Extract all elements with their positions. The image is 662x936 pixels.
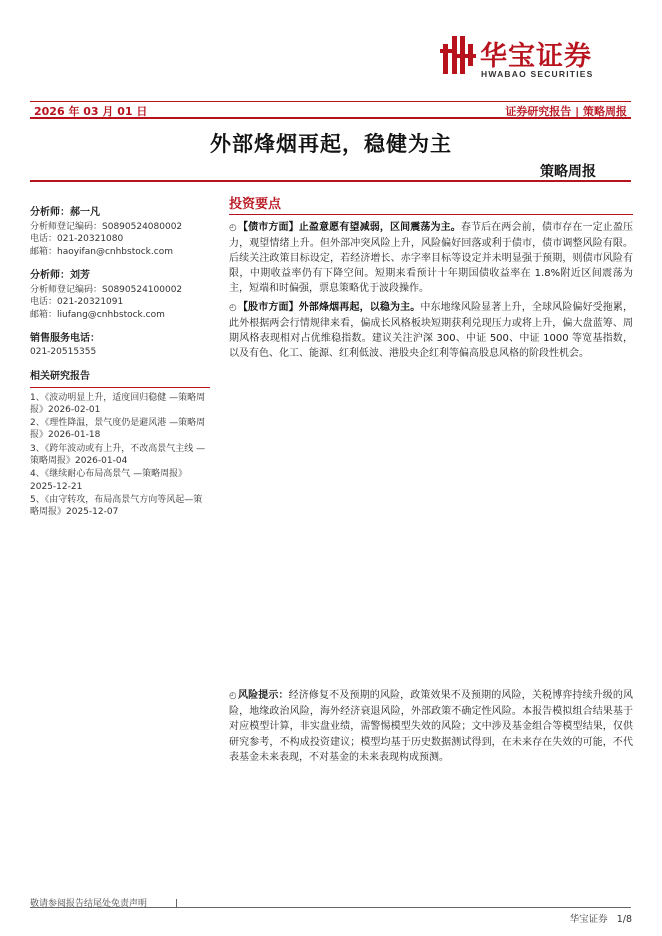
footer-divider: [30, 907, 631, 908]
equity-body: 中东地缘风险显著上升，全球风险偏好受拖累，此外根据两会行情规律来看，偏成长风格板块短期获利兑现压力或将上升，偏大盘蓝筹、周期风格表现相对占优维稳指数。建议关注沪深 300、中证 500、中证 1000 等宽基指数，以及有色、化工、能源、红利低波、港股央企红利等偏高股息风格的阶段性机会。: [229, 302, 634, 359]
sales-label: 销售服务电话：: [30, 333, 100, 344]
bond-body: 春节后在两会前，债市存在一定止盈压力，观望情绪上升。但外部冲突风险上升，风险偏好回落或利于债市，债市调整风险有限。后续关注政策目标设定，若经济增长、赤字率目标等设定并未明显强于预期，则债市风险有限，中期收益率仍有下降空间。短期来看预计十年期国债收益率在 1.8%附近区间震荡为主，短端和时偏强，票息策略优于波段操作。: [229, 222, 633, 294]
related-reports-title: 相关研究报告: [30, 371, 210, 388]
equity-lead: 【股市方面】外部烽烟再起，以稳为主。: [237, 302, 421, 313]
analyst-email[interactable]: 邮箱：haoyifan@cnhbstock.com: [30, 246, 173, 257]
date-bar: [30, 101, 631, 119]
sidebar: [30, 207, 210, 519]
analyst-phone: 电话：021-20321091: [30, 297, 124, 307]
related-report-item[interactable]: 3、《跨年波动或有上升，不改高景气主线 —策略周报》2026-01-04: [30, 443, 206, 466]
risk-body: 经济修复不及预期的风险，政策效果不及预期的风险，关税博弈持续升级的风险，地缘政治风险，海外经济衰退风险，外部政策不确定性风险。本报告模拟组合结果基于对应模型计算，非实盘业绩，需警惕模型失效的风险；文中涉及基金组合等模型结果，仅供研究参考，不构成投资建议；模型均基于历史数据测试得到，在未来存在失效的可能，不代表基金未来表现，不对基金的未来表现构成预测。: [229, 690, 634, 763]
key-points-title: 投资要点: [229, 193, 633, 215]
key-points-section: [229, 193, 633, 365]
equity-market-paragraph: [229, 300, 633, 361]
bond-market-paragraph: [229, 220, 633, 296]
hwabao-logo-icon: [440, 32, 476, 78]
analyst-email[interactable]: 邮箱：liufang@cnhbstock.com: [30, 309, 165, 320]
analyst-reg: 分析师登记编码：S0890524080002: [30, 221, 183, 232]
footer-separator: [176, 899, 177, 907]
related-report-item[interactable]: 1、《波动明显上升，适度回归稳健 —策略周报》2026-02-01: [30, 392, 206, 415]
sales-phone: 021-20515355: [30, 346, 97, 357]
analyst-phone: 电话：021-20321080: [30, 234, 124, 244]
footer-disclaimer: 敬请参阅报告结尾处免责声明: [30, 899, 148, 909]
bond-lead: 【债市方面】止盈意愿有望减弱，区间震荡为主。: [237, 222, 461, 233]
analyst-card: [30, 270, 210, 321]
related-report-item[interactable]: 4、《继续耐心布局高景气 —策略周报》2025-12-21: [30, 469, 188, 492]
related-report-item[interactable]: 2、《理性降温，景气度仍是避风港 —策略周报》2026-01-18: [30, 418, 206, 441]
risk-lead: 风险提示：: [237, 690, 289, 701]
analyst-reg: 分析师登记编码：S0890524100002: [30, 284, 183, 295]
page-number: 1/8: [616, 914, 632, 925]
title-divider: [30, 180, 631, 182]
footer-company: 华宝证券: [569, 914, 608, 925]
related-report-item[interactable]: 5、《由守转攻，布局高景气方向等风起—策略周报》2025-12-07: [30, 494, 203, 518]
analyst-card: [30, 207, 210, 258]
footer-page-info: [570, 911, 632, 925]
clock-bullet-icon: ◴: [229, 223, 237, 233]
report-title: 外部烽烟再起，稳健为主: [210, 132, 452, 156]
report-subtitle: 策略周报: [540, 164, 596, 180]
report-date: 2026 年 03 月 01 日: [34, 105, 148, 118]
clock-bullet-icon: ◴: [229, 303, 237, 313]
risk-warning: [229, 688, 633, 765]
analyst-name: 分析师：刘芳: [30, 270, 90, 281]
analyst-name: 分析师：郝一凡: [30, 207, 100, 218]
company-logo: [440, 32, 630, 82]
brand-name-cn: 华宝证券: [480, 41, 592, 72]
report-type: 证券研究报告 | 策略周报: [505, 105, 627, 118]
clock-bullet-icon: ◴: [229, 691, 237, 701]
brand-name-en: HWABAO SECURITIES: [481, 69, 594, 79]
